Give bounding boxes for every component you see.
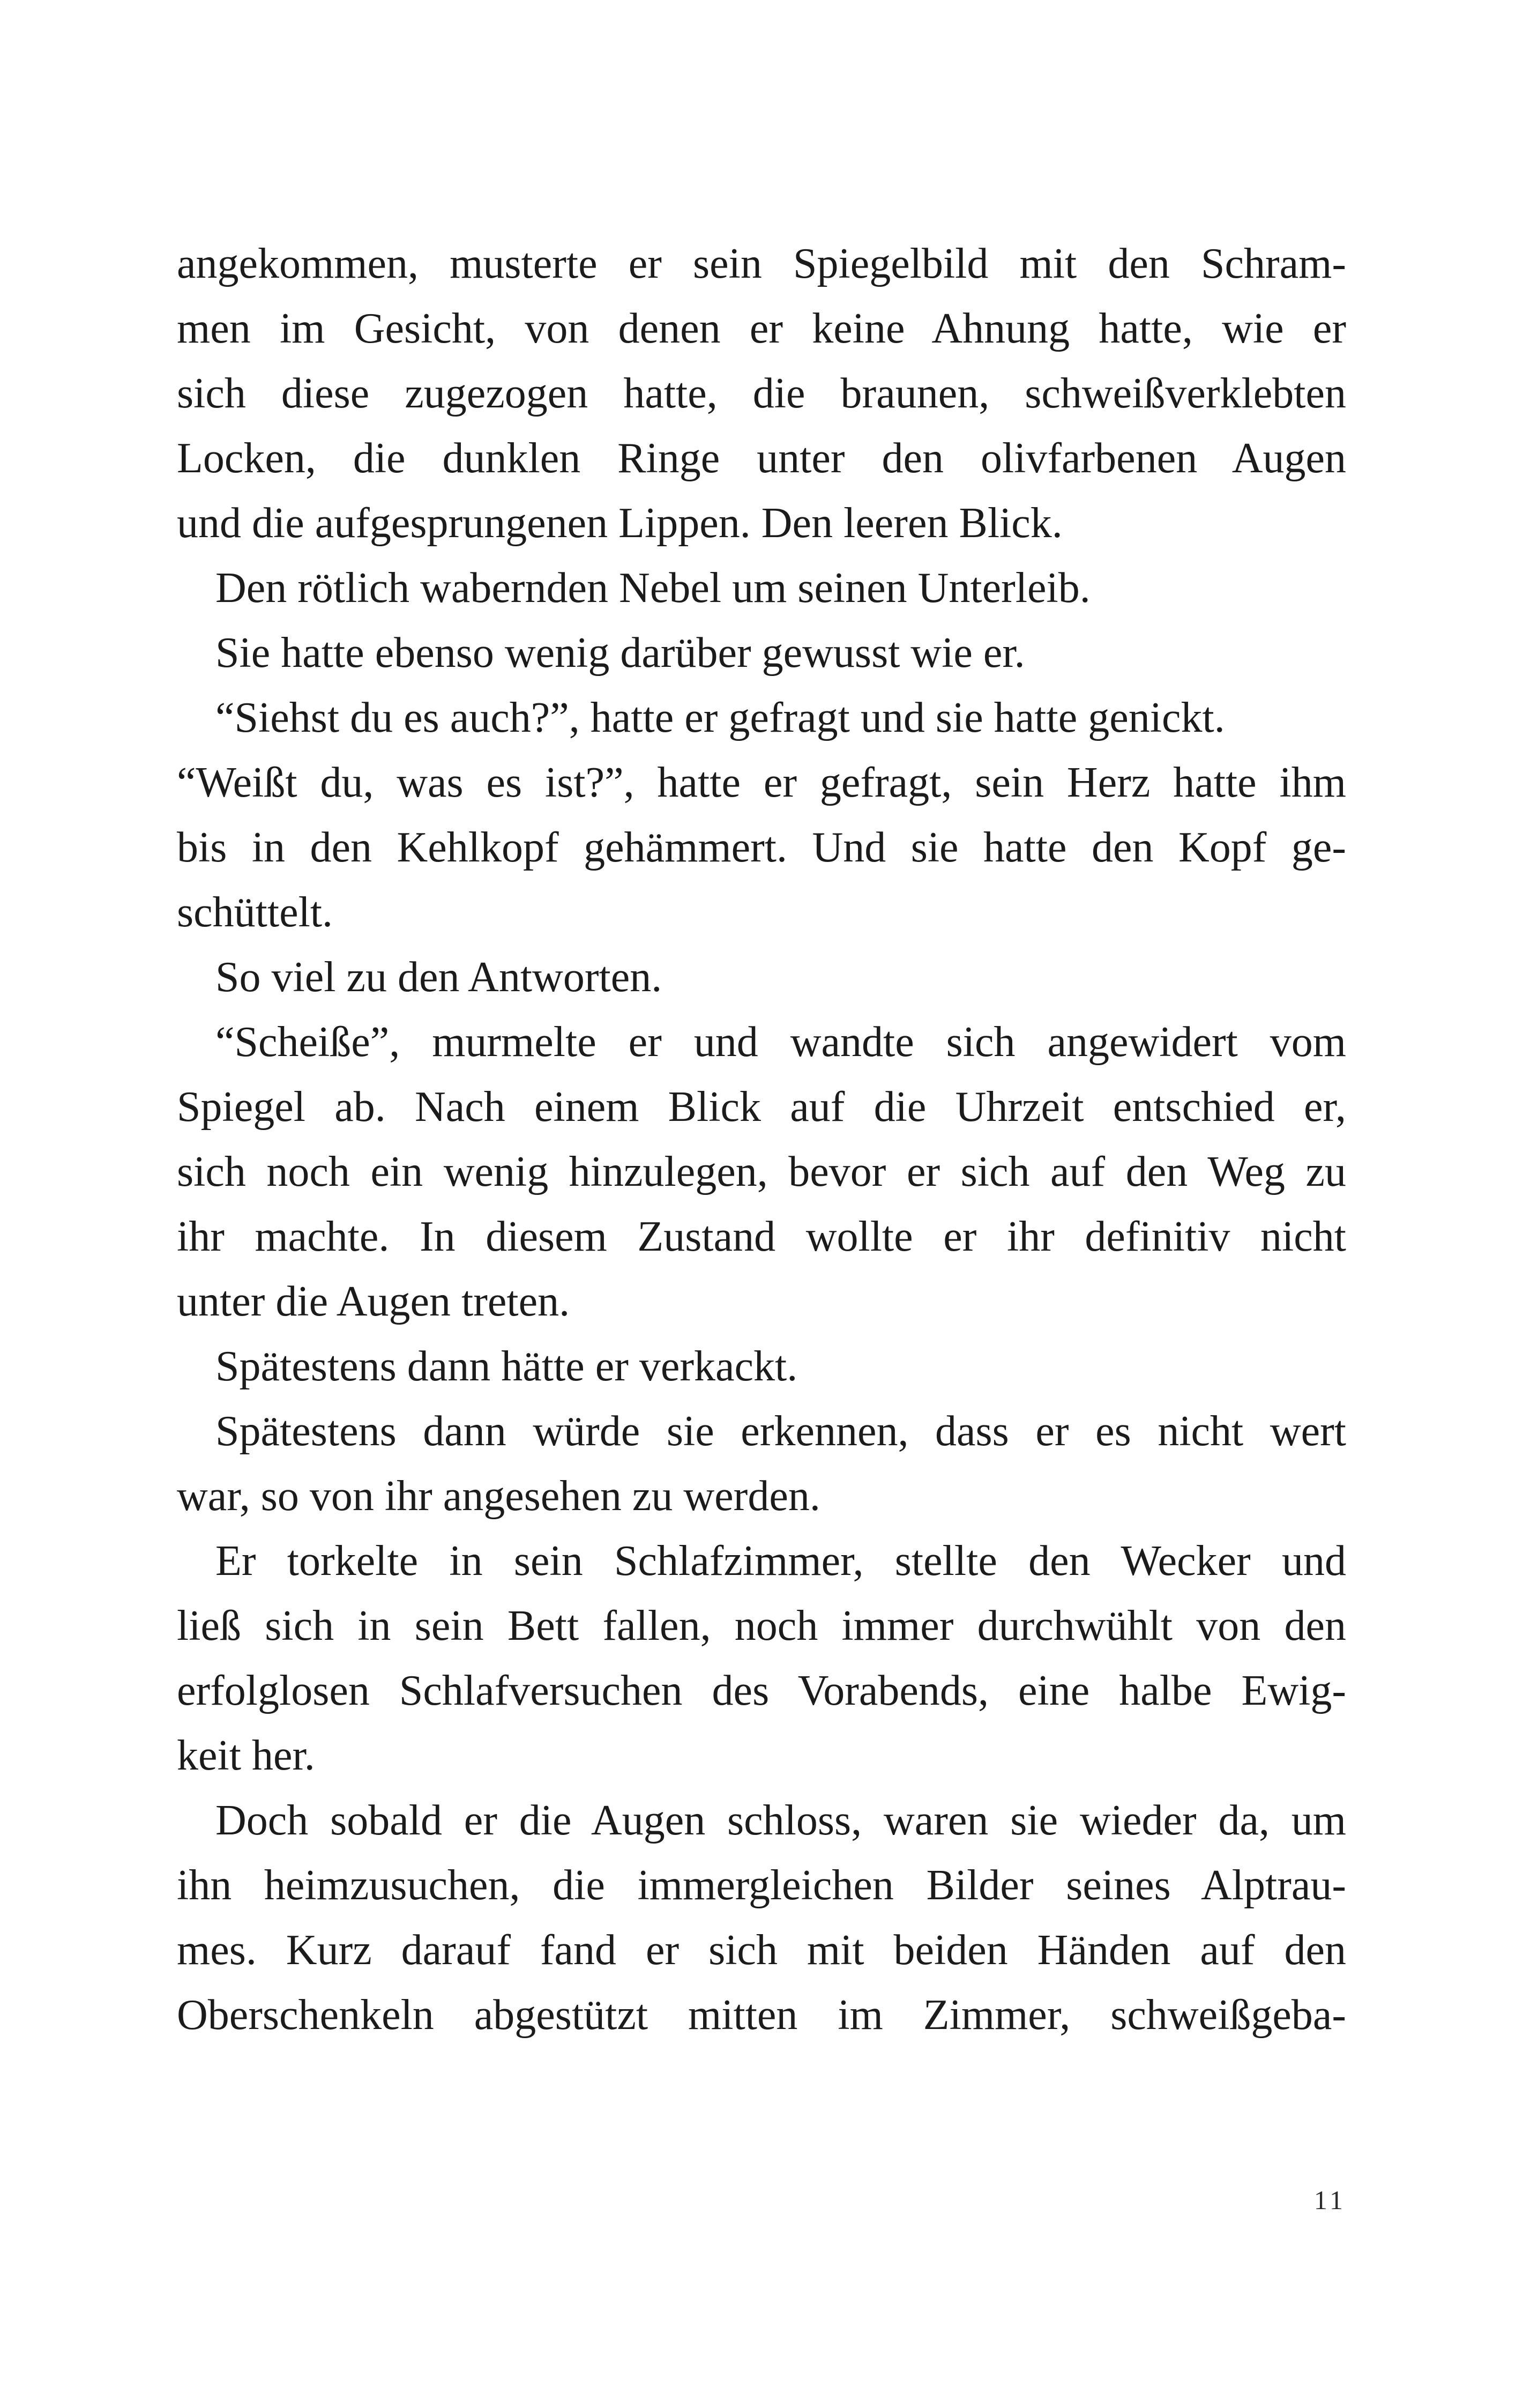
- text-line: Den rötlich wabernden Nebel um seinen Unterleib.: [215, 564, 1091, 612]
- text-line: Spiegel ab. Nach einem Blick auf die Uhrzeit entschied er,: [177, 1083, 1346, 1131]
- text-line: So viel zu den Antworten.: [215, 954, 662, 1001]
- text-line: ihr machte. In diesem Zustand wollte er ihr definitiv nicht: [177, 1213, 1346, 1260]
- text-line: schüttelt.: [177, 889, 333, 936]
- text-line: sich diese zugezogen hatte, die braunen, schweißverklebten: [177, 370, 1346, 417]
- page-number: 11: [1313, 2185, 1346, 2215]
- text-line: ihn heimzusuchen, die immergleichen Bilder seines Alptrau-: [177, 1862, 1346, 1909]
- text-line: Oberschenkeln abgestützt mitten im Zimmer, schweißgeba-: [177, 1991, 1346, 2039]
- text-line: Spätestens dann würde sie erkennen, dass er es nicht wert: [215, 1408, 1346, 1455]
- text-line: bis in den Kehlkopf gehämmert. Und sie hatte den Kopf ge-: [177, 824, 1346, 871]
- text-line: ließ sich in sein Bett fallen, noch immer durchwühlt von den: [177, 1602, 1346, 1649]
- text-line: und die aufgesprungenen Lippen. Den leeren Blick.: [177, 500, 1063, 547]
- text-line: unter die Augen treten.: [177, 1278, 570, 1325]
- text-line: Sie hatte ebenso wenig darüber gewusst wie er.: [215, 629, 1025, 677]
- text-line: “Scheiße”, murmelte er und wandte sich angewidert vom: [215, 1019, 1346, 1066]
- body-text: [177, 232, 1346, 2048]
- text-line: Er torkelte in sein Schlafzimmer, stellte den Wecker und: [215, 1537, 1346, 1585]
- text-line: men im Gesicht, von denen er keine Ahnung hatte, wie er: [177, 305, 1346, 352]
- text-line: erfolglosen Schlafversuchen des Vorabends, eine halbe Ewig-: [177, 1667, 1346, 1714]
- text-line: Locken, die dunklen Ringe unter den olivfarbenen Augen: [177, 435, 1346, 482]
- text-line: angekommen, musterte er sein Spiegelbild mit den Schram-: [177, 240, 1346, 287]
- text-line: war, so von ihr angesehen zu werden.: [177, 1473, 820, 1520]
- text-line: sich noch ein wenig hinzulegen, bevor er sich auf den Weg zu: [177, 1148, 1346, 1195]
- text-line: “Siehst du es auch?”, hatte er gefragt und sie hatte genickt.: [215, 694, 1225, 741]
- text-line: keit her.: [177, 1732, 315, 1779]
- text-line: Doch sobald er die Augen schloss, waren sie wieder da, um: [215, 1797, 1346, 1844]
- text-line: mes. Kurz darauf fand er sich mit beiden Händen auf den: [177, 1927, 1346, 1974]
- text-line: Spätestens dann hätte er verkackt.: [215, 1343, 798, 1390]
- text-line: “Weißt du, was es ist?”, hatte er gefragt, sein Herz hatte ihm: [177, 759, 1346, 806]
